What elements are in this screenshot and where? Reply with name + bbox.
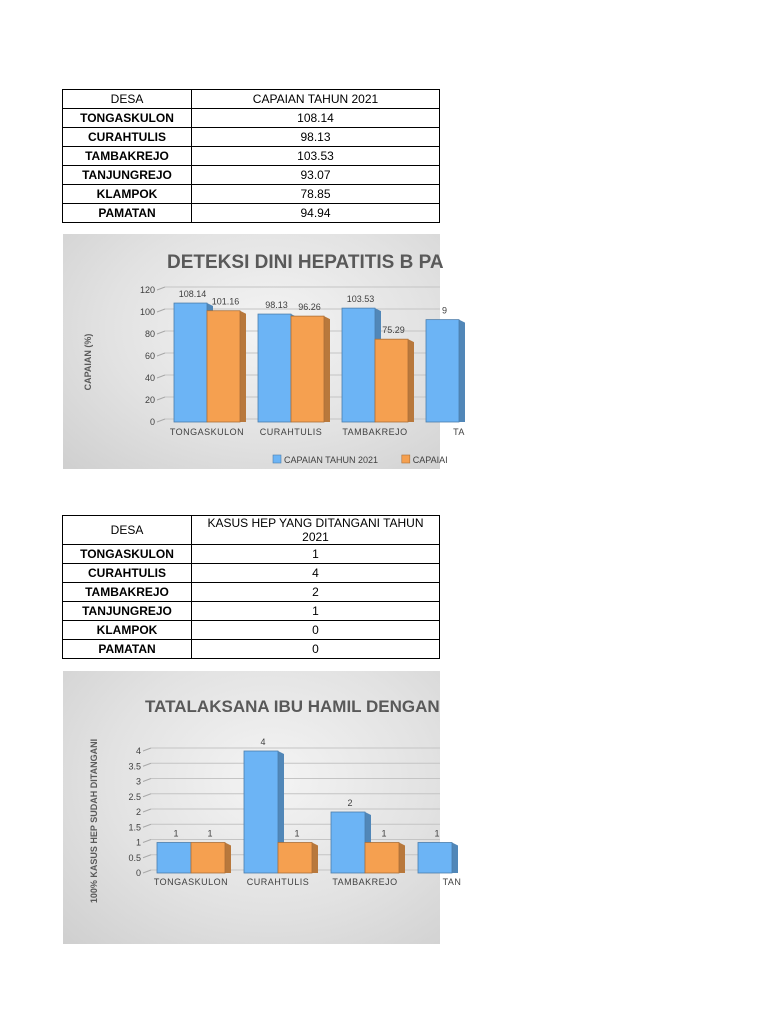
bar — [418, 843, 452, 874]
x-tick-label: TAMBAKREJO — [332, 877, 398, 887]
table-row — [63, 545, 440, 564]
y-tick-label: 1 — [135, 837, 141, 848]
table-row — [63, 185, 440, 204]
bar — [342, 308, 375, 422]
bar — [331, 812, 365, 873]
table-row — [63, 204, 440, 223]
cell-value: 108.14 — [192, 109, 440, 128]
table-row — [63, 583, 440, 602]
gridline-tick — [157, 353, 165, 356]
gridline-tick — [157, 419, 165, 422]
y-tick-label: 2 — [135, 807, 141, 817]
bar — [191, 843, 225, 874]
y-tick-label: 60 — [144, 351, 155, 361]
x-tick-label: TAN — [442, 877, 462, 887]
cell-value: 78.85 — [192, 185, 440, 204]
x-tick-label: CURAHTULIS — [246, 877, 310, 887]
bar — [375, 339, 408, 422]
bar-side — [459, 320, 465, 422]
data-label: 1 — [381, 828, 387, 839]
cell-value: 93.07 — [192, 166, 440, 185]
data-label: 108.14 — [178, 289, 207, 300]
gridline-tick — [157, 287, 165, 290]
bar-side — [452, 843, 458, 874]
cell-value: 0 — [192, 621, 440, 640]
cell-value: 4 — [192, 564, 440, 583]
y-tick-label: 40 — [144, 373, 155, 383]
cell-value: 98.13 — [192, 128, 440, 147]
bar — [426, 320, 459, 422]
legend-swatch — [273, 455, 281, 463]
data-label: 96.26 — [298, 302, 321, 313]
gridline-tick — [143, 748, 151, 751]
data-label: 1 — [173, 828, 179, 839]
table-capaian — [62, 89, 440, 223]
legend-label: CAPAIAN TAHUN 2021 — [284, 455, 379, 465]
gridline-tick — [143, 794, 151, 797]
gridline-tick — [143, 809, 151, 812]
data-label: 103.53 — [346, 294, 375, 305]
gridline-tick — [143, 763, 151, 766]
y-tick-label: 4 — [135, 746, 141, 756]
column-header-desa: DESA — [63, 516, 192, 545]
cell-desa: KLAMPOK — [63, 621, 192, 640]
bar-side — [324, 316, 330, 422]
gridline-tick — [143, 779, 151, 782]
gridline-tick — [157, 397, 165, 400]
legend-label: CAPAIAI — [412, 455, 448, 465]
cell-desa: CURAHTULIS — [63, 128, 192, 147]
y-axis-label: CAPAIAN (%) — [83, 333, 93, 391]
bar-side — [225, 843, 231, 874]
chart-title: DETEKSI DINI HEPATITIS B PA — [167, 252, 444, 273]
y-tick-label: 100 — [139, 307, 155, 317]
y-tick-label: 0 — [135, 868, 141, 878]
y-tick-label: 0.5 — [128, 852, 141, 863]
chart-deteksi-dini — [63, 234, 465, 469]
table-row — [63, 147, 440, 166]
table-row — [63, 602, 440, 621]
gridline-tick — [157, 375, 165, 378]
chart-svg — [63, 671, 462, 944]
bar-side — [240, 311, 246, 422]
cell-desa: TONGASKULON — [63, 109, 192, 128]
column-header-kasus: KASUS HEP YANG DITANGANI TAHUN 2021 — [192, 516, 440, 545]
data-label: 2 — [347, 798, 353, 808]
data-label: 4 — [260, 737, 266, 747]
y-axis-label: 100% KASUS HEP SUDAH DITANGANI — [89, 738, 99, 904]
bar-side — [399, 843, 405, 874]
table-row — [63, 621, 440, 640]
x-tick-label: TONGASKULON — [153, 877, 229, 887]
bar — [258, 314, 291, 422]
table-header-row — [63, 90, 440, 109]
bar — [278, 843, 312, 874]
table-row — [63, 128, 440, 147]
cell-desa: TANJUNGREJO — [63, 602, 192, 621]
cell-value: 2 — [192, 583, 440, 602]
x-tick-label: TA — [453, 427, 465, 437]
data-label: 1 — [294, 828, 300, 839]
y-tick-label: 0 — [149, 417, 155, 427]
cell-desa: TONGASKULON — [63, 545, 192, 564]
y-tick-label: 2.5 — [128, 791, 141, 802]
cell-desa: TAMBAKREJO — [63, 147, 192, 166]
bar-side — [408, 339, 414, 422]
x-tick-label: TAMBAKREJO — [342, 427, 408, 437]
cell-value: 1 — [192, 602, 440, 621]
cell-value: 94.94 — [192, 204, 440, 223]
table-row — [63, 166, 440, 185]
x-tick-label: TONGASKULON — [169, 427, 245, 437]
table-row — [63, 109, 440, 128]
y-tick-label: 80 — [144, 329, 155, 339]
table-kasus-hep — [62, 515, 440, 659]
gridline-tick — [143, 855, 151, 858]
cell-value: 0 — [192, 640, 440, 659]
y-tick-label: 20 — [144, 395, 155, 405]
y-tick-label: 3 — [135, 776, 141, 787]
legend-swatch — [402, 455, 410, 463]
data-label: 1 — [207, 828, 213, 839]
gridline-tick — [143, 870, 151, 873]
data-label: 98.13 — [265, 300, 288, 311]
cell-desa: TANJUNGREJO — [63, 166, 192, 185]
cell-value: 1 — [192, 545, 440, 564]
cell-desa: PAMATAN — [63, 204, 192, 223]
gridline-tick — [143, 824, 151, 827]
y-tick-label: 1.5 — [128, 822, 141, 833]
chart-svg — [63, 234, 465, 469]
cell-desa: CURAHTULIS — [63, 564, 192, 583]
chart-title: TATALAKSANA IBU HAMIL DENGAN — [145, 697, 440, 716]
bar — [365, 843, 399, 874]
table-row — [63, 564, 440, 583]
data-label: 101.16 — [211, 296, 240, 307]
data-label: 75.29 — [382, 325, 405, 336]
gridline-tick — [157, 309, 165, 312]
table-header-row — [63, 516, 440, 545]
table-row — [63, 640, 440, 659]
y-tick-label: 120 — [139, 285, 155, 295]
cell-desa: TAMBAKREJO — [63, 583, 192, 602]
chart-tatalaksana — [63, 671, 462, 944]
gridline-tick — [143, 840, 151, 843]
bar — [244, 751, 278, 873]
gridline-tick — [157, 331, 165, 334]
data-label: 9 — [441, 305, 448, 316]
bar — [207, 311, 240, 422]
bar — [174, 303, 207, 422]
data-label: 1 — [434, 828, 440, 839]
bar — [291, 316, 324, 422]
cell-desa: KLAMPOK — [63, 185, 192, 204]
column-header-desa: DESA — [63, 90, 192, 109]
cell-desa: PAMATAN — [63, 640, 192, 659]
x-tick-label: CURAHTULIS — [259, 427, 323, 437]
bar — [157, 843, 191, 874]
y-tick-label: 3.5 — [128, 761, 141, 772]
cell-value: 103.53 — [192, 147, 440, 166]
column-header-capaian: CAPAIAN TAHUN 2021 — [192, 90, 440, 109]
bar-side — [312, 843, 318, 874]
